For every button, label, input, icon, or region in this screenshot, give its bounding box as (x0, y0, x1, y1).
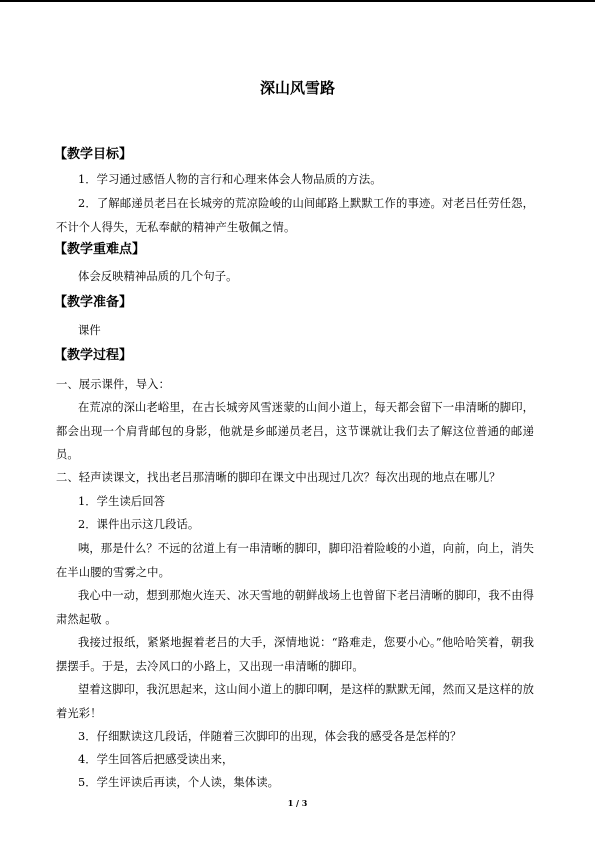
heading-preparation: 【教学准备】 (54, 295, 133, 310)
step2-item-5: 5．学生评读后再读，个人读，集体读。 (78, 776, 280, 789)
quote-2: 我心中一动，想到那炮火连天、冰天雪地的朝鲜战场上也曾留下老吕清晰的脚印，我不由得肃然起敬 。 (56, 589, 534, 626)
page-number: 1 / 3 (287, 798, 308, 808)
heading-goals: 【教学目标】 (54, 147, 133, 162)
heading-key-points: 【教学重难点】 (54, 242, 146, 257)
key-points-text: 体会反映精神品质的几个句子。 (78, 270, 238, 283)
quote-1: 咦，那是什么？不远的岔道上有一串清晰的脚印，脚印沿着险峻的小道，向前，向上，消失在半山腰的雪雾之中。 (56, 542, 534, 579)
quote-3: 我接过报纸，紧紧地握着老吕的大手，深情地说：“路难走，您要小心。”他哈哈笑着，朝我摆摆手。于是，去冷风口的小路上，又出现一串清晰的脚印。 (56, 636, 534, 673)
step2-title: 二、轻声读课文，找出老吕那清晰的脚印在课文中出现过几次？每次出现的地点在哪儿？ (56, 471, 501, 484)
step1-text: 在荒凉的深山老峪里，在古长城旁风雪迷蒙的山间小道上，每天都会留下一串清晰的脚印，都会出现一个肩背邮包的身影，他就是乡邮递员老吕，这节课就让我们去了解这位普通的邮递员。 (56, 401, 534, 461)
step2-item-1: 1．学生读后回答 (78, 495, 166, 508)
heading-process: 【教学过程】 (54, 348, 133, 363)
quote-4: 望着这脚印，我沉思起来，这山间小道上的脚印啊，是这样的默默无闻，然而又是这样的放着光彩！ (56, 683, 534, 720)
goal-item-1: 1．学习通过感悟人物的言行和心理来体会人物品质的方法。 (78, 173, 382, 186)
step1-title: 一、展示课件，导入： (56, 378, 170, 391)
goal-item-2: 2．了解邮递员老吕在长城旁的荒凉险峻的山间邮路上默默工作的事迹。对老吕任劳任怨，不计个人得失，无私奉献的精神产生敬佩之情。 (56, 197, 534, 234)
preparation-text: 课件 (78, 324, 101, 337)
step2-item-2: 2．课件出示这几段话。 (78, 518, 200, 531)
step2-item-4: 4．学生回答后把感受读出来， (78, 753, 234, 766)
page-title: 深山风雪路 (259, 79, 335, 97)
step2-item-3: 3．仔细默读这几段话，伴随着三次脚印的出现，体会我的感受各是怎样的？ (78, 730, 462, 743)
